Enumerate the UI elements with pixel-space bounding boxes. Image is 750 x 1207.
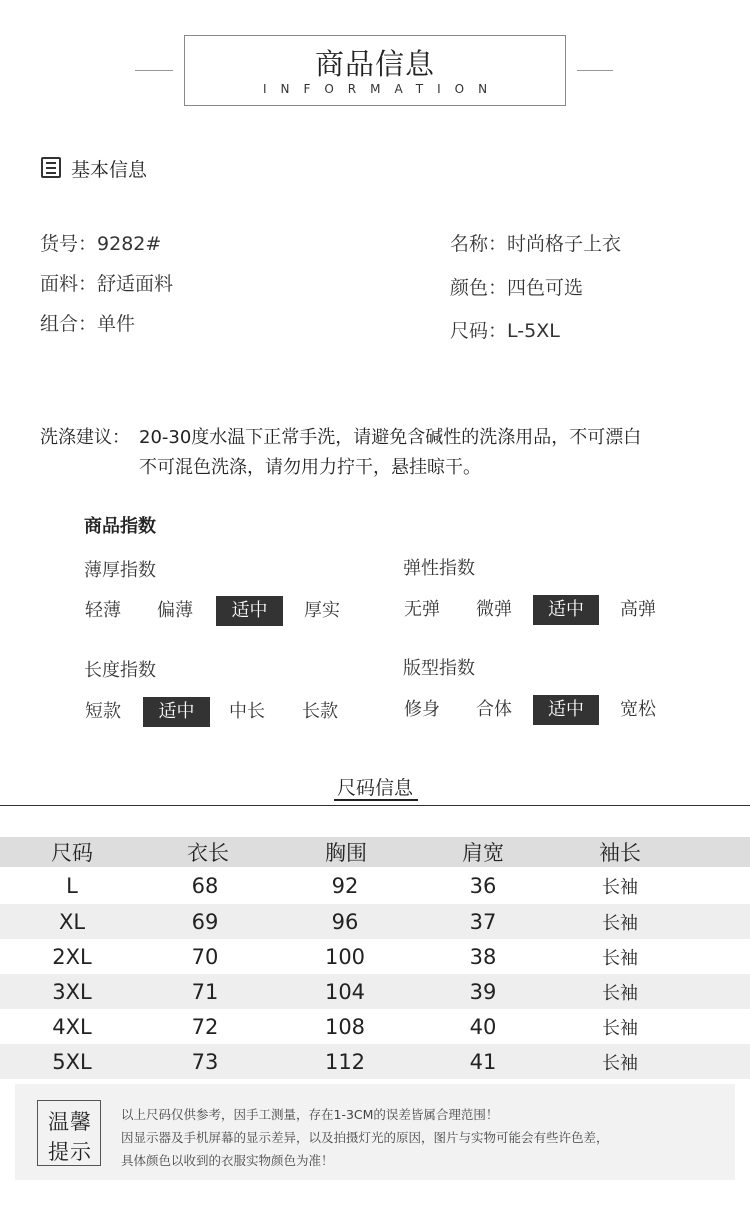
notice-label-line: 提示 [48, 1140, 92, 1164]
basic-info-title: 基本信息 [71, 159, 148, 181]
indices-title: 商品指数 [84, 516, 156, 537]
header-right-line [577, 70, 613, 71]
thickness-option: 轻薄 [85, 600, 121, 621]
fit-option: 修身 [404, 699, 440, 720]
info-name [450, 229, 621, 256]
info-fabric [40, 269, 173, 296]
length-option: 短款 [85, 701, 121, 722]
notice-line: 因显示器及手机屏幕的显示差异，以及拍摄灯光的原因，图片与实物可能会有些许色差， [121, 1130, 609, 1145]
info-label: 名称： [450, 233, 508, 255]
elasticity-index-title: 弹性指数 [403, 558, 475, 579]
table-row [0, 939, 750, 974]
column-header: 衣长 [187, 841, 229, 865]
page-title: 商品信息 [314, 47, 435, 81]
elasticity-option-selected: 适中 [533, 595, 599, 625]
table-cell: 108 [324, 1014, 366, 1039]
notice-line: 具体颜色以收到的衣服实物颜色为准！ [121, 1153, 334, 1168]
table-cell: 41 [469, 1049, 497, 1074]
table-cell: 92 [331, 873, 359, 898]
table-cell: 长袖 [602, 982, 638, 1004]
info-label: 货号： [40, 233, 98, 255]
table-cell: 73 [191, 1049, 219, 1074]
table-row [0, 868, 750, 903]
table-cell: 72 [191, 1014, 219, 1039]
table-cell: 37 [469, 909, 497, 934]
table-cell: 5XL [52, 1049, 92, 1074]
info-color [450, 273, 583, 300]
fit-option-selected: 适中 [533, 695, 599, 725]
table-cell: 长袖 [602, 912, 638, 934]
thickness-option-selected: 适中 [216, 596, 283, 626]
length-option-selected: 适中 [143, 697, 210, 727]
table-cell: 4XL [52, 1014, 92, 1039]
size-info-title: 尺码信息 [336, 777, 413, 799]
washing-line-1: 20-30度水温下正常手洗，请避免含碱性的洗涤用品，不可漂白 [139, 427, 642, 448]
table-cell: 长袖 [602, 1052, 638, 1074]
table-cell: 96 [331, 909, 359, 934]
table-cell: 长袖 [602, 1017, 638, 1039]
notice-label-box [37, 1100, 101, 1166]
table-cell: XL [58, 909, 86, 934]
table-cell: 38 [469, 944, 497, 969]
table-cell: L [66, 873, 78, 898]
table-cell: 104 [324, 979, 366, 1004]
table-cell: 100 [324, 944, 366, 969]
table-cell: 36 [469, 873, 497, 898]
washing-line-2: 不可混色洗涤，请勿用力拧干，悬挂晾干。 [139, 457, 481, 478]
fit-option: 宽松 [620, 699, 656, 720]
length-option: 中长 [229, 701, 265, 722]
column-header: 肩宽 [462, 841, 504, 865]
washing-label: 洗涤建议： [40, 427, 130, 448]
info-label: 尺码： [450, 320, 508, 342]
fit-index-title: 版型指数 [403, 658, 475, 679]
length-option: 长款 [302, 701, 338, 722]
size-divider [0, 805, 750, 806]
fit-option: 合体 [476, 699, 512, 720]
elasticity-option: 高弹 [620, 599, 656, 620]
table-header [0, 837, 750, 867]
info-combination [40, 309, 135, 336]
table-cell: 3XL [52, 979, 92, 1004]
notice-label-line: 温馨 [48, 1110, 92, 1134]
table-row [0, 974, 750, 1009]
table-row [0, 904, 750, 939]
column-header: 袖长 [599, 841, 641, 865]
table-cell: 71 [191, 979, 219, 1004]
info-value: 9282# [97, 233, 162, 255]
document-icon [41, 157, 61, 178]
info-value: 四色可选 [507, 277, 584, 299]
length-index-title: 长度指数 [84, 660, 156, 681]
table-cell: 2XL [52, 944, 92, 969]
info-label: 颜色： [450, 277, 508, 299]
table-cell: 长袖 [602, 947, 638, 969]
table-row [0, 1009, 750, 1044]
elasticity-option: 微弹 [476, 599, 512, 620]
info-value: 单件 [97, 313, 136, 335]
info-label: 组合： [40, 313, 98, 335]
table-cell: 69 [191, 909, 219, 934]
info-value: 时尚格子上衣 [507, 233, 622, 255]
header-left-line [135, 70, 173, 71]
info-label: 面料： [40, 273, 98, 295]
table-cell: 39 [469, 979, 497, 1004]
table-cell: 68 [191, 873, 219, 898]
size-title-underline [334, 799, 418, 801]
notice-line: 以上尺码仅供参考，因手工测量，存在1-3CM的误差皆属合理范围！ [121, 1107, 499, 1122]
table-cell: 112 [324, 1049, 366, 1074]
info-value: L-5XL [507, 320, 560, 342]
thickness-option: 偏薄 [157, 600, 193, 621]
info-item-number [40, 229, 161, 256]
column-header: 尺码 [51, 841, 93, 865]
table-cell: 长袖 [602, 876, 638, 898]
page-subtitle: INFORMATION [262, 82, 502, 96]
elasticity-option: 无弹 [404, 599, 440, 620]
table-cell: 40 [469, 1014, 497, 1039]
column-header: 胸围 [325, 841, 367, 865]
thickness-index-title: 薄厚指数 [84, 560, 156, 581]
table-row [0, 1044, 750, 1079]
thickness-option: 厚实 [304, 600, 340, 621]
info-value: 舒适面料 [97, 273, 174, 295]
info-size [450, 316, 560, 343]
table-cell: 70 [191, 944, 219, 969]
